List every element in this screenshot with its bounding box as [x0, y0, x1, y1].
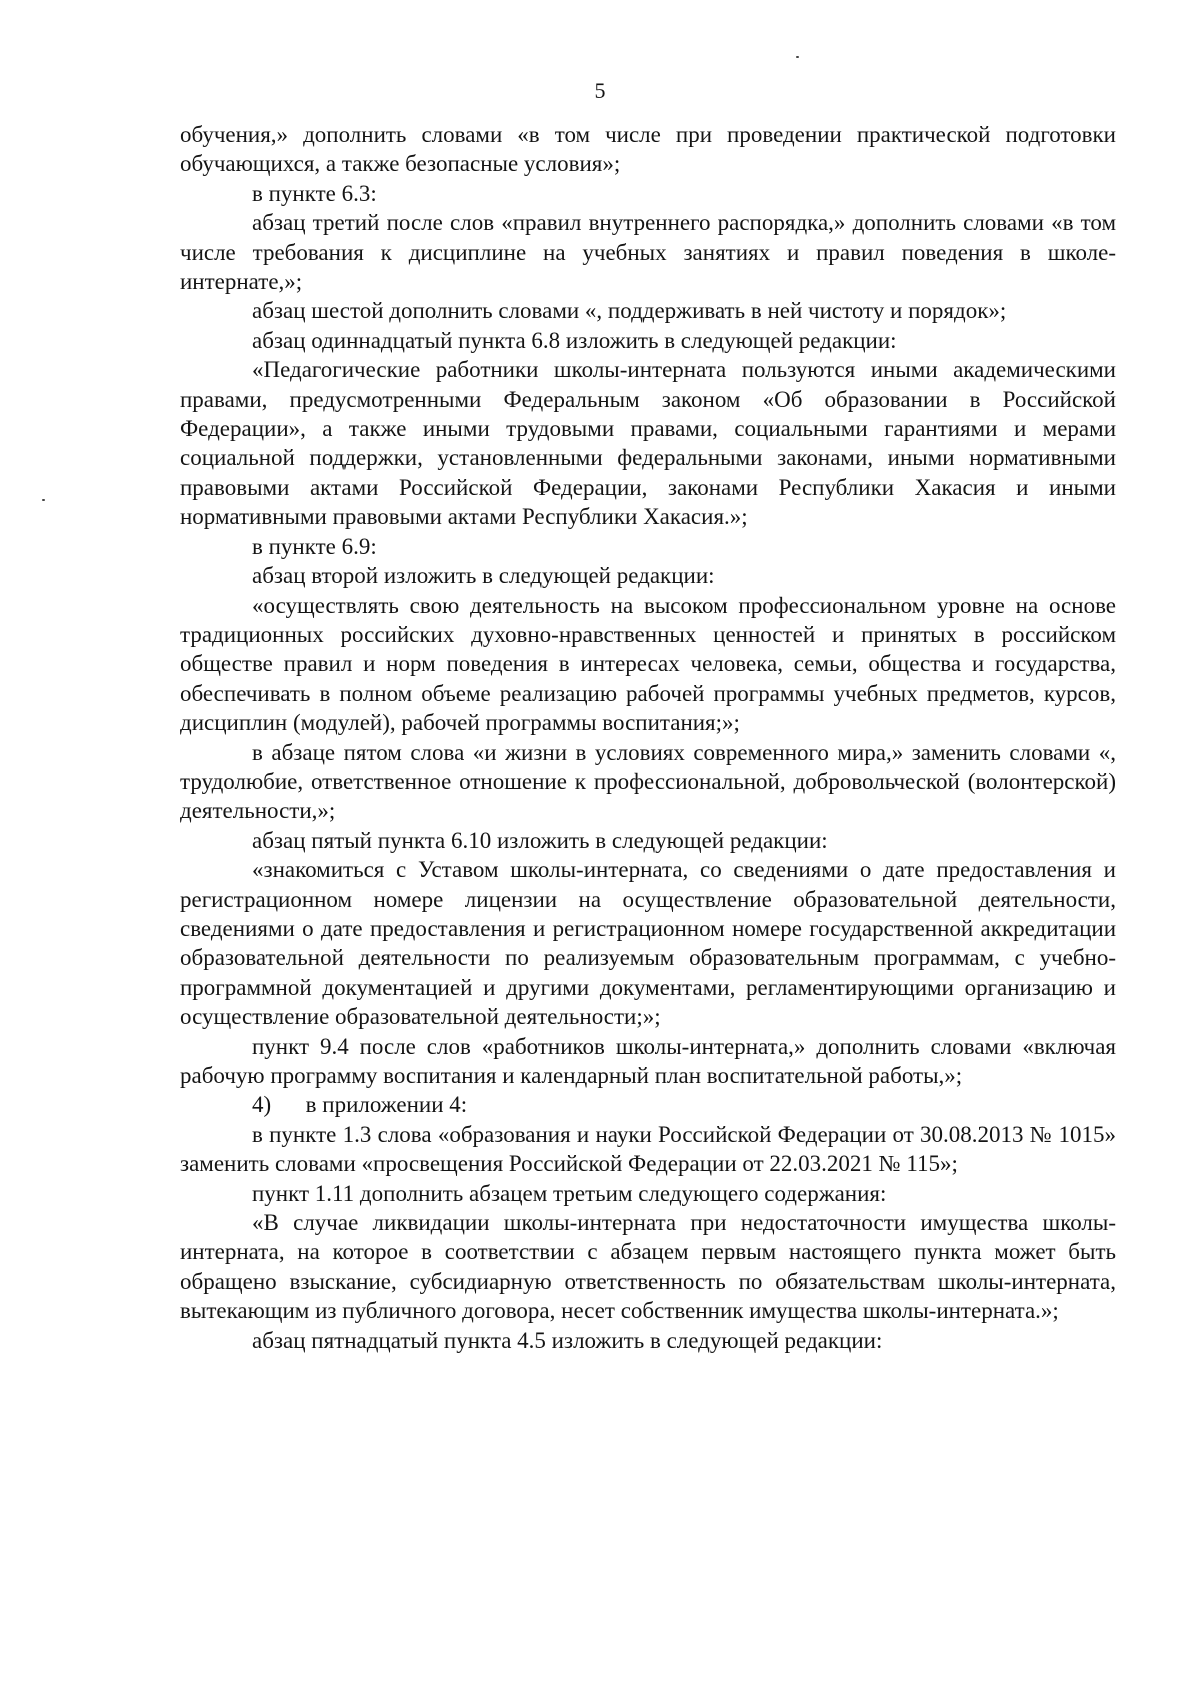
scan-artifact — [796, 56, 799, 58]
paragraph: в пункте 6.9: — [252, 533, 377, 559]
list-item-number: 4) в приложении 4: — [252, 1092, 468, 1118]
paragraph: абзац пятнадцатый пункта 4.5 изложить в следующей редакции: — [252, 1327, 883, 1353]
paragraph: пункт 1.11 дополнить абзацем третьим следующего содержания: — [252, 1180, 887, 1206]
paragraph: обучения,» дополнить словами «в том числе при проведении практической подготовки обучающихся, а также безопасные условия»; — [180, 122, 1116, 177]
paragraph: в пункте 6.3: — [252, 180, 377, 206]
paragraph: пункт 9.4 после слов «работников школы-интерната,» дополнить словами «включая рабочую программу воспитания и календарный план воспитательной работы,»; — [180, 1033, 1116, 1088]
paragraph: абзац шестой дополнить словами «, поддерживать в ней чистоту и порядок»; — [252, 298, 1007, 324]
paragraph: «Педагогические работники школы-интерната пользуются иными академическими правами, предусмотренными Федеральным законом «Об образовании в Российской Федерации», а также иными трудовыми правами, социальными гарантиями и мерами социальной поддержки, установленными федеральными законами, иными нормативными правовыми актами Российской Федерации, законами Республики Хакасия и иными нормативными правовыми актами Республики Хакасия.»; — [180, 357, 1116, 530]
paragraph: «знакомиться с Уставом школы-интерната, со сведениями о дате предоставления и регистрационном номере лицензии на осуществление образовательной деятельности, сведениями о дате предоставления и регистрационном номере государственной аккредитации образовательной деятельности по реализуемым образовательным программам, с учебно-программной документацией и другими документами, регламентирующими организацию и осуществление образовательной деятельности;»; — [180, 857, 1116, 1030]
document-body — [180, 120, 1116, 1355]
paragraph: «осуществлять свою деятельность на высоком профессиональном уровне на основе традиционных российских духовно-нравственных ценностей и принятых в российском обществе правил и норм поведения в интересах человека, семьи, общества и государства, обеспечивать в полном объеме реализацию рабочей программы учебных предметов, курсов, дисциплин (модулей), рабочей программы воспитания;»; — [180, 592, 1116, 736]
paragraph: в пункте 1.3 слова «образования и науки Российской Федерации от 30.08.2013 № 1015» заменить словами «просвещения Российской Федерации от 22.03.2021 № 115»; — [180, 1121, 1116, 1177]
paragraph: «В случае ликвидации школы-интерната при недостаточности имущества школы-интерната, на которое в соответствии с абзацем первым настоящего пункта может быть обращено взыскание, субсидиарную ответственность по обязательствам школы-интерната, вытекающим из публичного договора, несет собственник имущества школы-интерната.»; — [180, 1210, 1116, 1324]
paragraph: абзац третий после слов «правил внутреннего распорядка,» дополнить словами «в том числе требования к дисциплине на учебных занятиях и правил поведения в школе-интернате,»; — [180, 210, 1116, 295]
page-number: 5 — [594, 78, 606, 103]
paragraph: абзац второй изложить в следующей редакции: — [252, 563, 715, 589]
scan-artifact — [42, 499, 45, 501]
paragraph: абзац одиннадцатый пункта 6.8 изложить в следующей редакции: — [252, 327, 897, 353]
paragraph: в абзаце пятом слова «и жизни в условиях современного мира,» заменить словами «, трудолюбие, ответственное отношение к профессиональной, добровольческой (волонтерской) деятельности,»; — [180, 739, 1116, 824]
paragraph: абзац пятый пункта 6.10 изложить в следующей редакции: — [252, 827, 828, 853]
